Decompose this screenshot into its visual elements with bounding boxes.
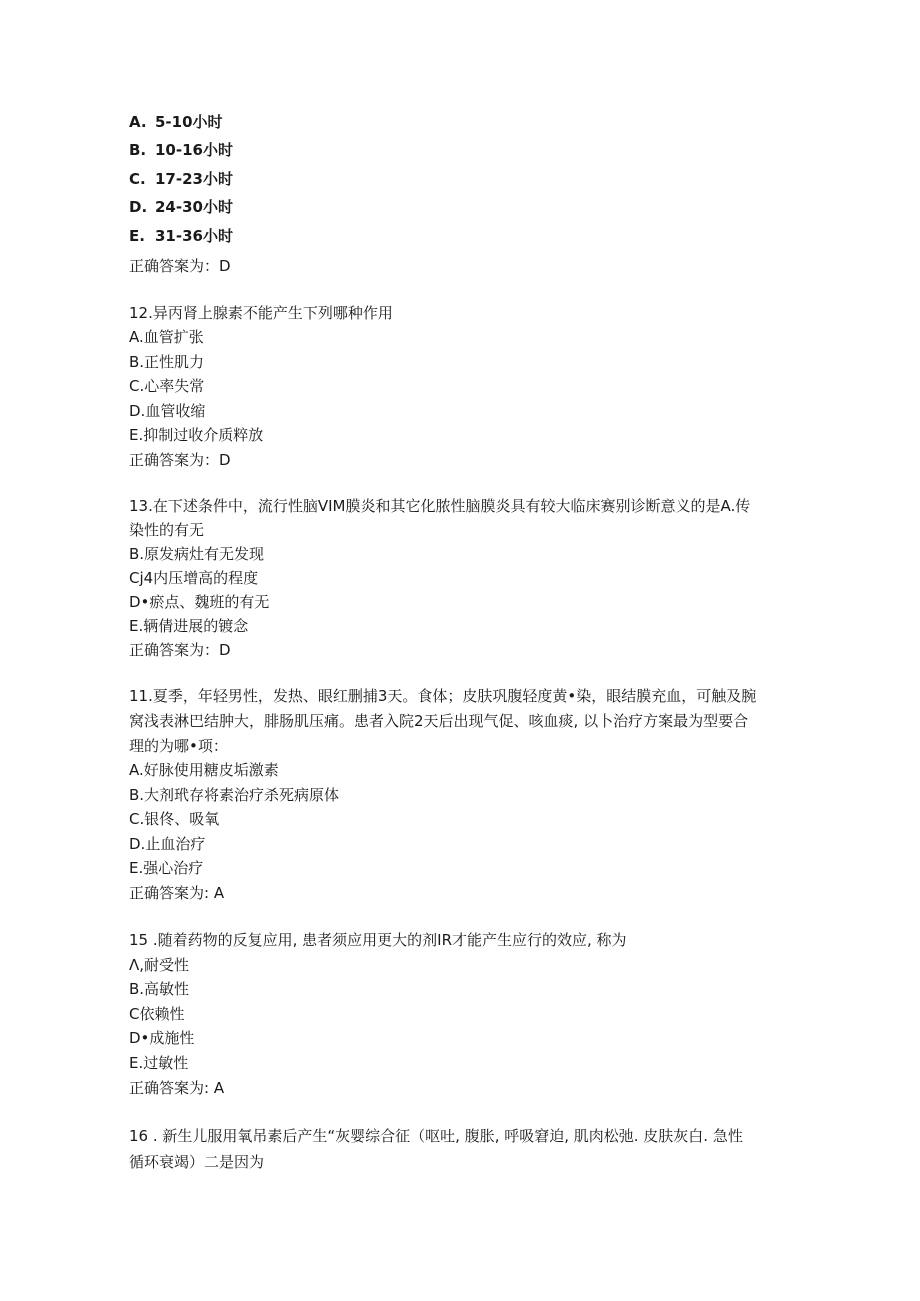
q14-option-b: B.大剂玳存将素治疗杀死病原体 xyxy=(129,786,340,804)
question-15: 15 .随着药物的反复应用, 患者须应用更大的剂IR才能产生应行的效应, 称为 xyxy=(129,931,627,949)
q12-option-d: D.血管收缩 xyxy=(129,402,206,420)
q14-option-e: E.强心治疗 xyxy=(129,859,204,877)
q15-option-e: E.过敏性 xyxy=(129,1054,189,1072)
q12-option-c: C.心率失常 xyxy=(129,377,205,395)
q14-answer: 正确答案为: A xyxy=(129,884,225,902)
q12-option-b: B.正性肌力 xyxy=(129,353,205,371)
option-b: B. 10-16小时 xyxy=(129,141,233,159)
q15-option-c: C依赖性 xyxy=(129,1005,185,1023)
q13-answer: 正确答案为：D xyxy=(129,641,231,659)
q12-answer: 正确答案为：D xyxy=(129,451,231,469)
question-13-line1: 13.在下述条件中，流行性脑VIM膜炎和其它化脓性脑膜炎具有较大临床赛别诊断意义的是A.传 xyxy=(129,497,751,515)
q14-option-c: C.银佟、吸氧 xyxy=(129,810,220,828)
question-12: 12.异丙肾上腺素不能产生下列哪种作用 xyxy=(129,304,393,322)
option-e: E. 31-36小时 xyxy=(129,227,233,245)
q14-option-d: D.止血治疗 xyxy=(129,835,206,853)
q13-option-b: B.原发病灶有无发现 xyxy=(129,545,265,563)
question-14-line2: 窝浅表淋巴结肿大，腓肠肌压痛。患者入院2天后出现气促、咳血痰, 以卜治疗方案最为型要合 xyxy=(129,712,749,730)
option-d: D. 24-30小时 xyxy=(129,198,233,216)
q12-option-e: E.抑制过收介质粹放 xyxy=(129,426,264,444)
q14-option-a: A.好脉使用糖皮垢激素 xyxy=(129,761,279,779)
q13-option-c: Cj4内压增高的程度 xyxy=(129,569,259,587)
option-c: C. 17-23小时 xyxy=(129,170,233,188)
option-a: A. 5-10小时 xyxy=(129,113,223,131)
q15-option-b: B.高敏性 xyxy=(129,980,190,998)
q15-option-d: D•成施性 xyxy=(129,1029,195,1047)
question-14-line1: 11.夏季，年轻男性，发热、眼红删捕3天。食体；皮肤巩腹轻度黄•染，眼结膜充血，可触及腕 xyxy=(129,687,757,705)
q13-option-e: E.辆倩进展的镀念 xyxy=(129,617,249,635)
question-13-line2: 染性的有无 xyxy=(129,521,205,539)
q13-option-d: D•瘀点、魏班的有无 xyxy=(129,593,270,611)
q15-option-a: Λ,耐受性 xyxy=(129,956,190,974)
question-16-line1: 16 . 新生儿服用氧吊素后产生“灰婴综合征（呕吐, 腹胀, 呼吸窘迫, 肌肉松弛. 皮肤灰白. 急性 xyxy=(129,1127,743,1145)
question-16-line2: 循环衰竭）二是因为 xyxy=(129,1153,265,1171)
answer-line: 正确答案为：D xyxy=(129,257,231,275)
question-14-line3: 理的为哪•项： xyxy=(129,737,228,755)
q12-option-a: A.血管扩张 xyxy=(129,328,204,346)
q15-answer: 正确答案为: A xyxy=(129,1079,225,1097)
